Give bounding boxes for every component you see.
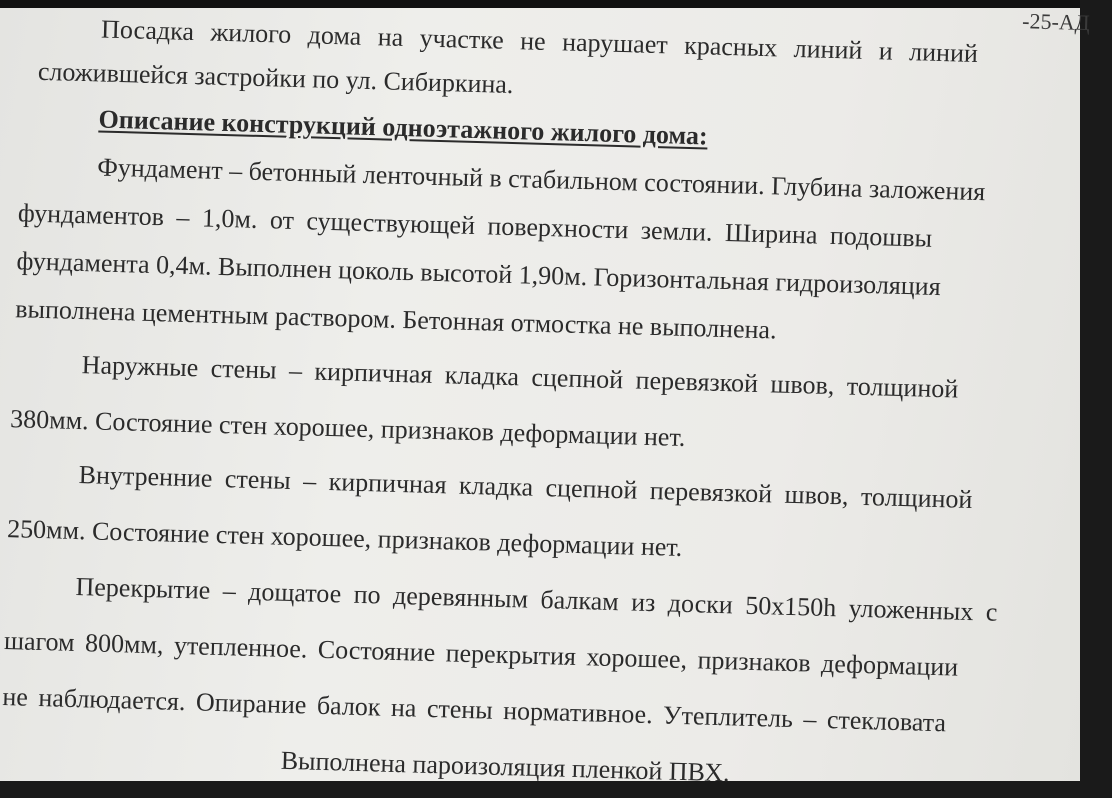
foundation-line-4: выполнена цементным раствором. Бетонная отмостка не выполнена.: [14, 294, 777, 345]
header-fragment: -25-АД: [1021, 8, 1091, 36]
inner-walls-line-1: Внутренние стены – кирпичная кладка сцепной перевязкой швов, толщиной: [78, 460, 973, 515]
outer-walls-line-2: 380мм. Состояние стен хорошее, признаков деформации нет.: [9, 404, 686, 452]
document-page: [0, 8, 1091, 788]
foundation-line-2: фундаментов – 1,0м. от существующей поверхности земли. Ширина подошвы: [17, 198, 933, 253]
section-heading: Описание конструкций одноэтажного жилого дома:: [98, 104, 709, 151]
inner-walls-line-2: 250мм. Состояние стен хорошее, признаков деформации нет.: [6, 514, 683, 562]
outer-walls-line-1: Наружные стены – кирпичная кладка сцепной перевязкой швов, толщиной: [81, 350, 959, 404]
ceiling-line-3: не наблюдается. Опирание балок на стены нормативное. Утеплитель – стекловата: [2, 682, 947, 738]
ceiling-line-1: Перекрытие – дощатое по деревянным балкам из доски 50х150h уложенных с: [75, 572, 998, 627]
ceiling-line-4: Выполнена пароизоляция пленкой ПВХ.: [280, 745, 731, 788]
foundation-line-3: фундамента 0,4м. Выполнен цоколь высотой 1,90м. Горизонтальная гидроизоляция: [16, 246, 942, 302]
intro-line-1: Посадка жилого дома на участке не нарушает красных линий и линий: [100, 14, 979, 68]
intro-line-2: сложившейся застройки по ул. Сибиркина.: [37, 56, 514, 100]
foundation-line-1: Фундамент – бетонный ленточный в стабильном состоянии. Глубина заложения: [96, 152, 986, 207]
ceiling-line-2: шагом 800мм, утепленное. Состояние перекрытия хорошее, признаков деформации: [3, 626, 959, 682]
